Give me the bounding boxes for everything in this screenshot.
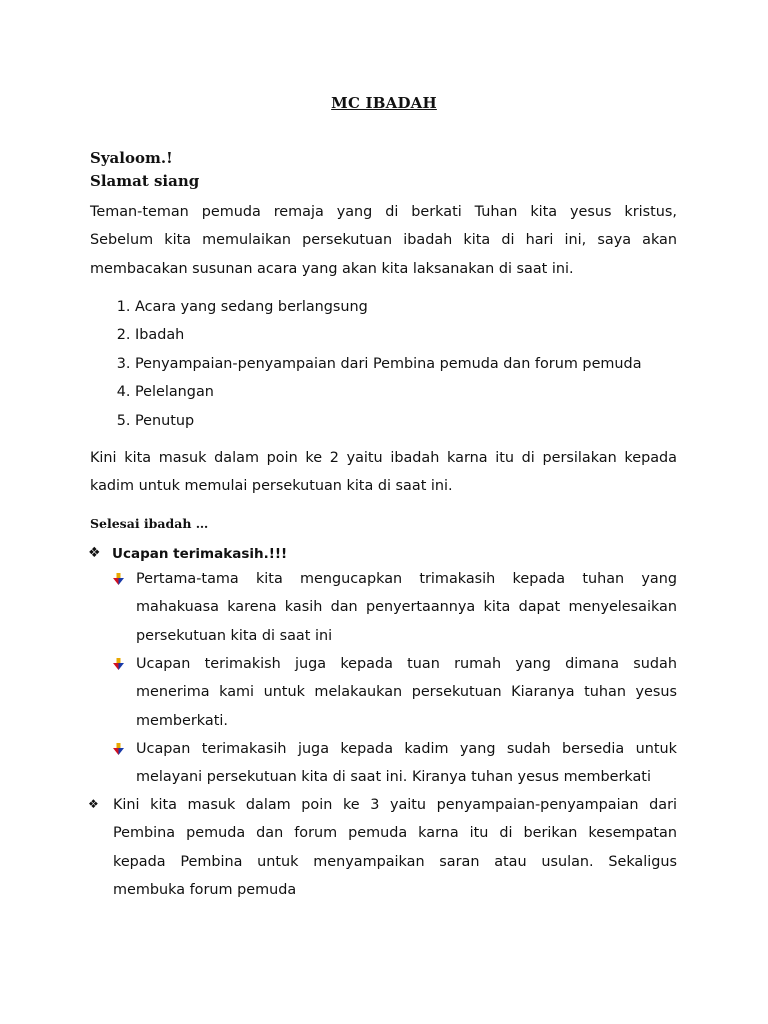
document-title: MC IBADAH [331, 94, 437, 112]
agenda-item: 1. Acara yang sedang berlangsung [135, 293, 735, 321]
kini-poin-2-paragraph [90, 444, 677, 501]
kini-poin-3-paragraph [113, 791, 677, 905]
kini2-line: kadim untuk memulai persekutuan kita di saat ini. [90, 478, 453, 495]
arrow-bullet-icon [113, 743, 124, 755]
kini3-line: Pembina pemuda dan forum pemuda karna itu di berikan kesempatan [113, 825, 677, 842]
thanks-line: mahakuasa karena kasih dan penyertaannya kita dapat menyelesaikan [136, 599, 677, 616]
diamond-bullet-icon: ❖ [88, 797, 99, 811]
thanks-line: Ucapan terimakish juga kepada tuan rumah yang dimana sudah [136, 656, 677, 672]
selesai-ibadah-heading: Selesai ibadah … [90, 516, 209, 531]
thanks-line: menerima kami untuk melakaukan persekutuan Kiaranya tuhan yesus [136, 684, 677, 701]
intro-line: membacakan susunan acara yang akan kita laksanakan di saat ini. [90, 260, 574, 277]
thanks-item [136, 565, 677, 650]
arrow-bullet-icon [113, 573, 124, 585]
ucapan-terimakasih-heading: Ucapan terimakasih.!!! [112, 546, 288, 562]
thanks-line: Ucapan terimakasih juga kepada kadim yang sudah bersedia untuk [136, 741, 677, 757]
thanks-item [136, 735, 677, 792]
intro-line: Teman-teman pemuda remaja yang di berkati Tuhan kita yesus kristus, [90, 204, 677, 220]
agenda-list [90, 293, 735, 435]
intro-paragraph [90, 198, 677, 283]
arrow-bullet-icon [113, 658, 124, 670]
kini3-line: membuka forum pemuda [113, 882, 297, 899]
kini2-line: Kini kita masuk dalam poin ke 2 yaitu ibadah karna itu di persilakan kepada [90, 450, 677, 466]
kini3-line: Kini kita masuk dalam poin ke 3 yaitu penyampaian-penyampaian dari [113, 797, 677, 813]
diamond-bullet-icon: ❖ [88, 545, 101, 561]
intro-line: Sebelum kita memulaikan persekutuan ibadah kita di hari ini, saya akan [90, 232, 677, 249]
kini3-line: kepada Pembina untuk menyampaikan saran atau usulan. Sekaligus [113, 853, 677, 870]
thanks-line: persekutuan kita di saat ini [136, 627, 333, 644]
agenda-item: 5. Penutup [135, 407, 735, 435]
thanks-item [136, 650, 677, 735]
thanks-line: Pertama-tama kita mengucapkan trimakasih kepada tuhan yang [136, 571, 677, 587]
greeting-syaloom: Syaloom.! [90, 149, 173, 167]
agenda-item: 2. Ibadah [135, 321, 735, 349]
thanks-line: melayani persekutuan kita di saat ini. Kiranya tuhan yesus memberkati [136, 769, 651, 786]
greeting-slamat-siang: Slamat siang [90, 172, 200, 190]
agenda-item: 3. Penyampaian-penyampaian dari Pembina pemuda dan forum pemuda [135, 350, 735, 378]
thanks-line: memberkati. [136, 712, 228, 729]
agenda-item: 4. Pelelangan [135, 378, 735, 406]
